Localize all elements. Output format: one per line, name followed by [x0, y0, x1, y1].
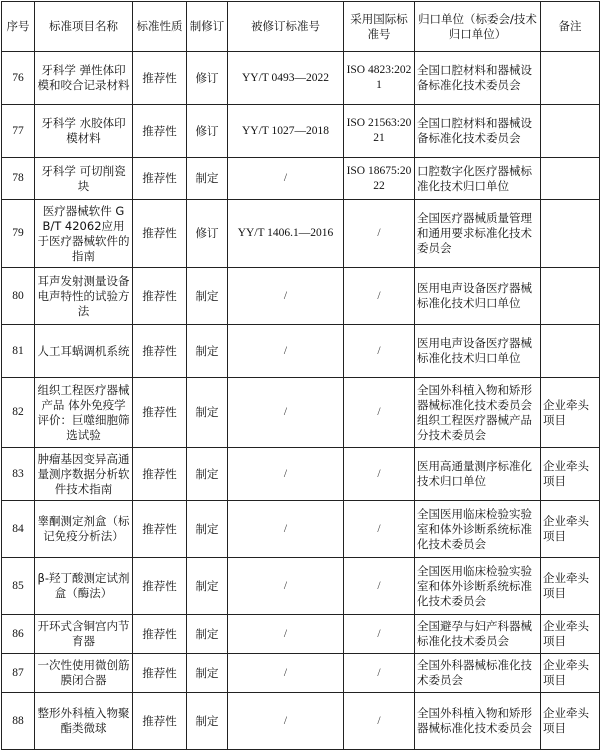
cell-nature: 推荐性 [133, 52, 187, 105]
cell-responsible-unit: 全国避孕与妇产科器械标准化技术委员会 [415, 615, 541, 654]
table-row [2, 52, 600, 105]
table-header [2, 2, 600, 52]
cell-responsible-unit: 口腔数字化医疗器械标准化技术归口单位 [415, 158, 541, 200]
cell-nature: 推荐性 [133, 158, 187, 200]
header-row [2, 2, 600, 52]
cell-old-standard: / [228, 268, 344, 325]
cell-name: 肿瘤基因变异高通量测序数据分析软件技术指南 [35, 448, 133, 501]
cell-revise: 制定 [187, 693, 228, 750]
header-name: 标准项目名称 [35, 2, 133, 52]
cell-responsible-unit: 医用电声设备医疗器械标准化技术归口单位 [415, 268, 541, 325]
cell-remark [541, 158, 600, 200]
cell-revise: 修订 [187, 105, 228, 158]
cell-seq: 87 [2, 654, 35, 693]
cell-seq: 83 [2, 448, 35, 501]
cell-old-standard: YY/T 1027—2018 [228, 105, 344, 158]
cell-old-standard: / [228, 448, 344, 501]
header-nature: 标准性质 [133, 2, 187, 52]
cell-remark: 企业牵头项目 [541, 654, 600, 693]
cell-remark [541, 200, 600, 268]
cell-seq: 77 [2, 105, 35, 158]
cell-nature: 推荐性 [133, 615, 187, 654]
cell-name: β-羟丁酸测定试剂盒（酶法） [35, 558, 133, 615]
cell-responsible-unit: 全国外科植入物和矫形器械标准化技术委员会组织工程医疗器械产品分技术委员会 [415, 378, 541, 448]
cell-seq: 82 [2, 378, 35, 448]
header-old-standard: 被修订标准号 [228, 2, 344, 52]
cell-iso-standard: ISO 21563:2021 [344, 105, 415, 158]
cell-nature: 推荐性 [133, 378, 187, 448]
table-row [2, 693, 600, 750]
cell-seq: 79 [2, 200, 35, 268]
cell-name: 牙科学 弹性体印模和咬合记录材料 [35, 52, 133, 105]
cell-revise: 制定 [187, 325, 228, 378]
table-row [2, 654, 600, 693]
cell-responsible-unit: 全国口腔材料和器械设备标准化技术委员会 [415, 105, 541, 158]
cell-nature: 推荐性 [133, 693, 187, 750]
cell-old-standard: YY/T 1406.1—2016 [228, 200, 344, 268]
cell-nature: 推荐性 [133, 501, 187, 558]
cell-old-standard: / [228, 654, 344, 693]
cell-remark: 企业牵头项目 [541, 501, 600, 558]
cell-revise: 制定 [187, 615, 228, 654]
header-responsible-unit: 归口单位（标委会/技术归口单位） [415, 2, 541, 52]
table-row [2, 105, 600, 158]
cell-responsible-unit: 全国外科植入物和矫形器械标准化技术委员会 [415, 693, 541, 750]
cell-iso-standard: ISO 4823:2021 [344, 52, 415, 105]
cell-iso-standard: / [344, 654, 415, 693]
cell-name: 整形外科植入物聚酯类微球 [35, 693, 133, 750]
table-row [2, 501, 600, 558]
table-row [2, 558, 600, 615]
cell-iso-standard: / [344, 378, 415, 448]
cell-remark [541, 52, 600, 105]
cell-old-standard: / [228, 615, 344, 654]
header-seq: 序号 [2, 2, 35, 52]
cell-old-standard: YY/T 0493—2022 [228, 52, 344, 105]
cell-nature: 推荐性 [133, 325, 187, 378]
cell-name: 睾酮测定剂盒（标记免疫分析法） [35, 501, 133, 558]
cell-name: 耳声发射测量设备电声特性的试验方法 [35, 268, 133, 325]
cell-responsible-unit: 全国外科器械标准化技术委员会 [415, 654, 541, 693]
cell-name: 牙科学 水胶体印模材料 [35, 105, 133, 158]
cell-revise: 制定 [187, 558, 228, 615]
standards-table-container [1, 1, 600, 750]
cell-responsible-unit: 医用电声设备医疗器械标准化技术归口单位 [415, 325, 541, 378]
cell-old-standard: / [228, 378, 344, 448]
cell-old-standard: / [228, 693, 344, 750]
cell-revise: 制定 [187, 501, 228, 558]
cell-nature: 推荐性 [133, 654, 187, 693]
cell-iso-standard: / [344, 325, 415, 378]
header-iso-standard: 采用国际标准号 [344, 2, 415, 52]
cell-old-standard: / [228, 325, 344, 378]
cell-name: 一次性使用微创筋膜闭合器 [35, 654, 133, 693]
cell-iso-standard: ISO 18675:2022 [344, 158, 415, 200]
cell-seq: 84 [2, 501, 35, 558]
cell-remark: 企业牵头项目 [541, 448, 600, 501]
cell-name: 组织工程医疗器械产品 体外免疫学评价：巨噬细胞筛选试验 [35, 378, 133, 448]
cell-remark: 企业牵头项目 [541, 693, 600, 750]
table-row [2, 378, 600, 448]
cell-seq: 81 [2, 325, 35, 378]
cell-nature: 推荐性 [133, 105, 187, 158]
cell-responsible-unit: 医用高通量测序标准化技术归口单位 [415, 448, 541, 501]
table-row [2, 615, 600, 654]
cell-name: 开环式含铜宫内节育器 [35, 615, 133, 654]
header-remark: 备注 [541, 2, 600, 52]
cell-responsible-unit: 全国医用临床检验实验室和体外诊断系统标准化技术委员会 [415, 558, 541, 615]
cell-seq: 80 [2, 268, 35, 325]
cell-revise: 制定 [187, 448, 228, 501]
cell-responsible-unit: 全国口腔材料和器械设备标准化技术委员会 [415, 52, 541, 105]
cell-responsible-unit: 全国医用临床检验实验室和体外诊断系统标准化技术委员会 [415, 501, 541, 558]
cell-seq: 88 [2, 693, 35, 750]
cell-revise: 制定 [187, 654, 228, 693]
cell-revise: 修订 [187, 200, 228, 268]
cell-old-standard: / [228, 558, 344, 615]
cell-revise: 修订 [187, 52, 228, 105]
cell-old-standard: / [228, 501, 344, 558]
table-body [2, 52, 600, 750]
cell-revise: 制定 [187, 268, 228, 325]
cell-iso-standard: / [344, 501, 415, 558]
cell-nature: 推荐性 [133, 200, 187, 268]
cell-name: 牙科学 可切削瓷块 [35, 158, 133, 200]
cell-revise: 制定 [187, 158, 228, 200]
cell-remark [541, 325, 600, 378]
cell-remark: 企业牵头项目 [541, 615, 600, 654]
cell-remark [541, 268, 600, 325]
cell-iso-standard: / [344, 693, 415, 750]
table-row [2, 200, 600, 268]
cell-seq: 86 [2, 615, 35, 654]
cell-name: 人工耳蜗调机系统 [35, 325, 133, 378]
cell-seq: 85 [2, 558, 35, 615]
cell-nature: 推荐性 [133, 558, 187, 615]
cell-name: 医疗器械软件 GB/T 42062应用于医疗器械软件的指南 [35, 200, 133, 268]
table-row [2, 268, 600, 325]
cell-responsible-unit: 全国医疗器械质量管理和通用要求标准化技术委员会 [415, 200, 541, 268]
cell-remark: 企业牵头项目 [541, 558, 600, 615]
header-revise: 制修订 [187, 2, 228, 52]
cell-nature: 推荐性 [133, 448, 187, 501]
cell-iso-standard: / [344, 200, 415, 268]
cell-remark [541, 105, 600, 158]
cell-nature: 推荐性 [133, 268, 187, 325]
standards-table [1, 1, 600, 750]
cell-old-standard: / [228, 158, 344, 200]
cell-iso-standard: / [344, 615, 415, 654]
cell-iso-standard: / [344, 268, 415, 325]
table-row [2, 325, 600, 378]
cell-iso-standard: / [344, 558, 415, 615]
cell-revise: 制定 [187, 378, 228, 448]
cell-seq: 76 [2, 52, 35, 105]
table-row [2, 448, 600, 501]
cell-remark: 企业牵头项目 [541, 378, 600, 448]
cell-seq: 78 [2, 158, 35, 200]
cell-iso-standard: / [344, 448, 415, 501]
table-row [2, 158, 600, 200]
